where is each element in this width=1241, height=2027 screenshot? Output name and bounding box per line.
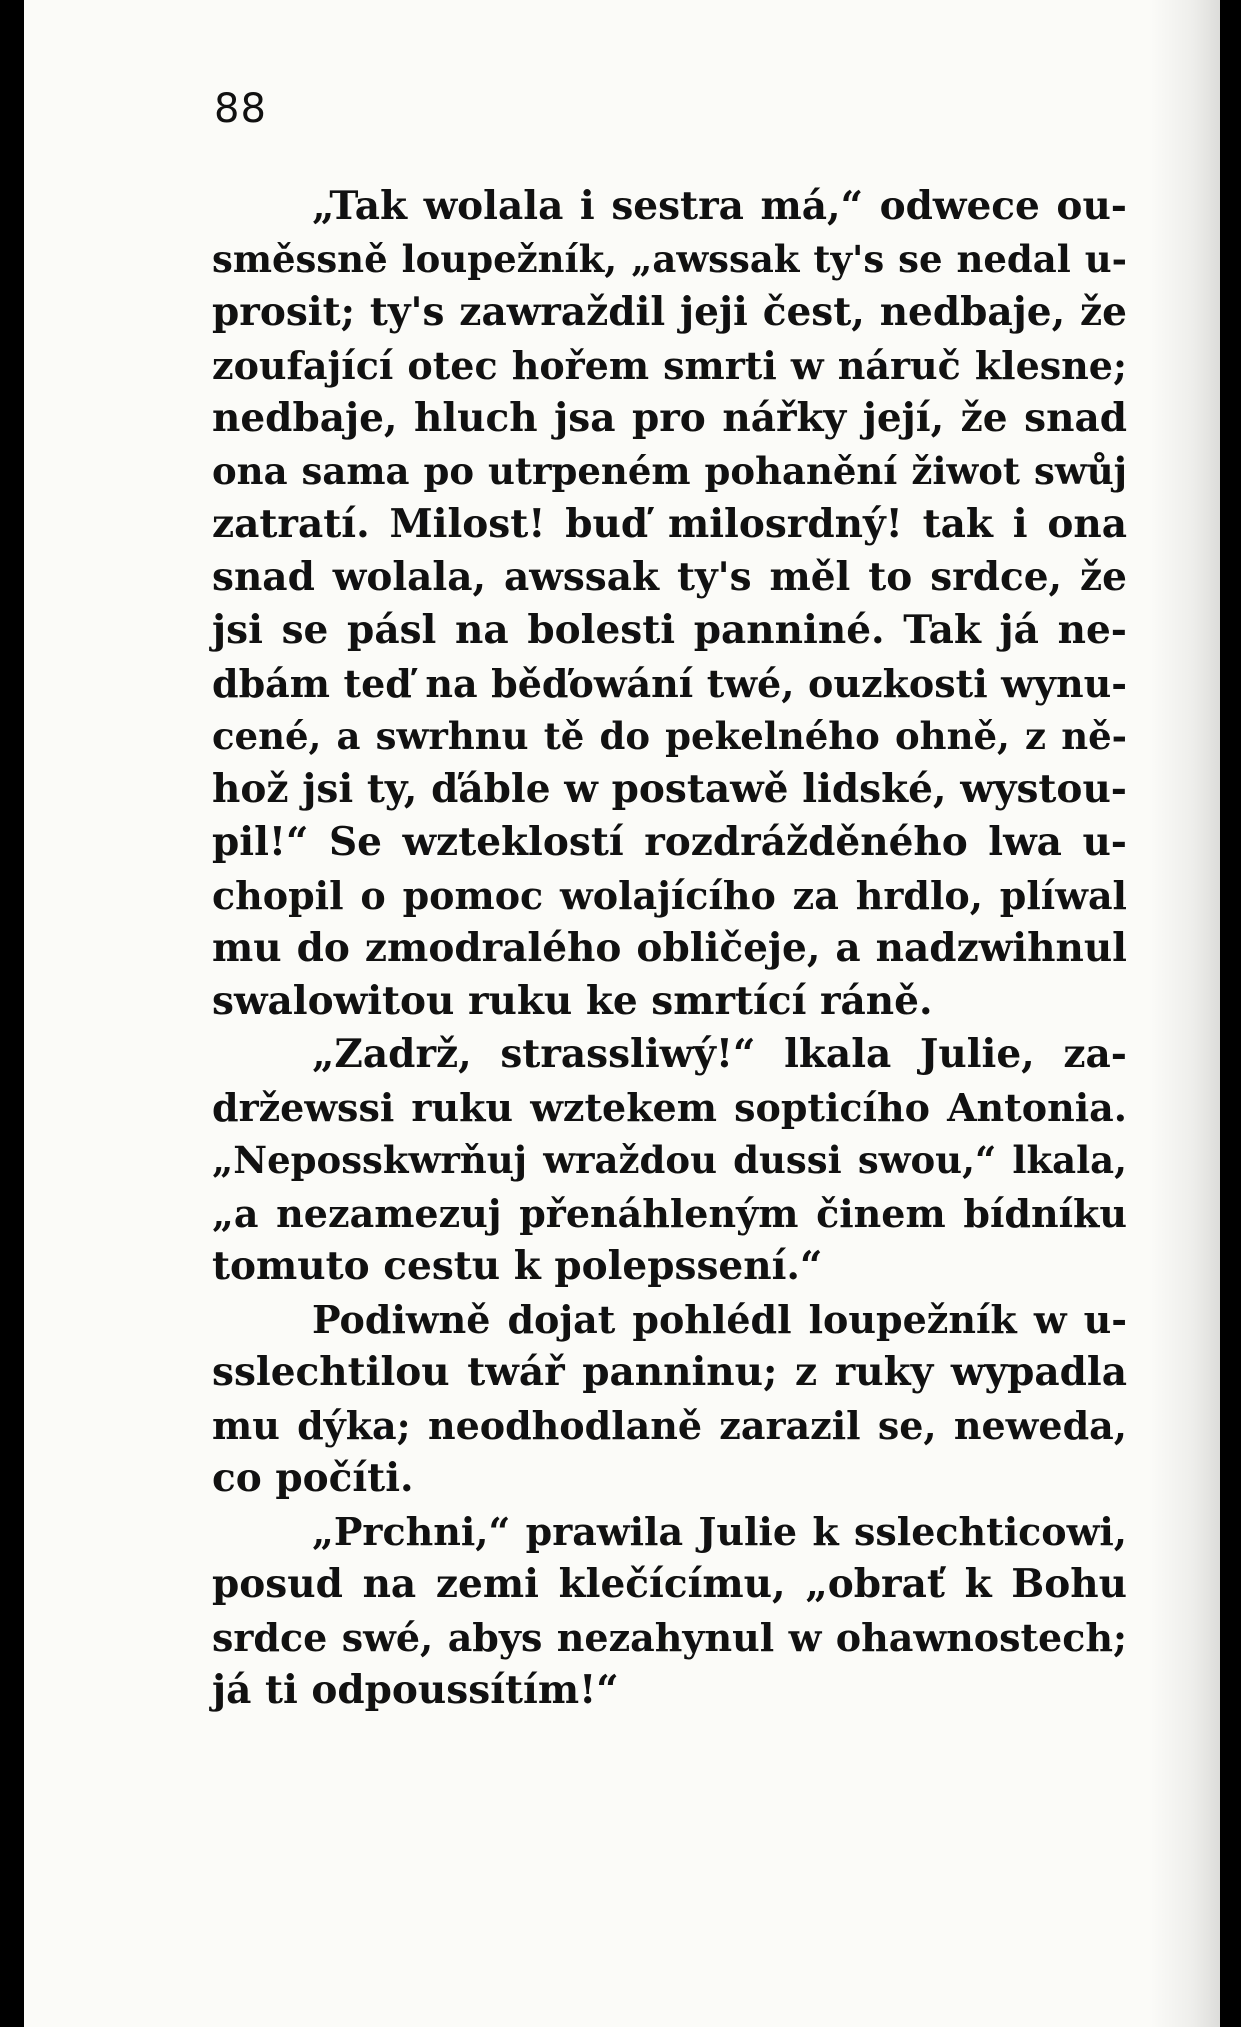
body-text (212, 180, 1127, 1717)
page-edge-shadow (1150, 0, 1220, 2027)
text-line: nedbaje, hluch jsa pro nářky její, že snad (212, 395, 1127, 441)
text-line: zoufající otec hořem smrti w náruč klesne; (212, 343, 1127, 388)
text-line: dbám teď na běďowání twé, ouzkosti wynu- (212, 661, 1127, 706)
text-line: chopil o pomoc wolajícího za hrdlo, plíwal (212, 873, 1127, 918)
text-line: srdce swé, abys nezahynul w ohawnostech; (212, 1615, 1127, 1660)
text-line: Podiwně dojat pohlédl loupežník w u- (312, 1297, 1127, 1342)
text-line: hož jsi ty, ďáble w postawě lidské, wystou- (212, 766, 1127, 812)
text-line: snad wolala, awssak ty's měl to srdce, že (212, 554, 1127, 600)
text-line: „Neposskwrňuj wraždou dussi swou,“ lkala, (212, 1138, 1127, 1182)
text-line: ona sama po utrpeném pohanění žiwot swůj (212, 449, 1127, 493)
text-line: swalowitou ruku ke smrtící ráně. (212, 978, 933, 1024)
text-line: „Zadrž, strassliwý!“ lkala Julie, za- (312, 1031, 1127, 1077)
text-line: posud na zemi klečícímu, „obrať k Bohu (212, 1561, 1127, 1607)
book-page (24, 0, 1220, 2027)
page-number: 88 (214, 86, 267, 132)
text-line: tomuto cestu k polepssení.“ (212, 1243, 823, 1289)
text-line: „a nezamezuj přenáhleným činem bídníku (212, 1191, 1127, 1236)
text-line: držewssi ruku wztekem sopticího Antonia. (212, 1085, 1127, 1130)
text-line: „Tak wolala i sestra má,“ odwece ou- (312, 183, 1127, 229)
text-line: „Prchni,“ prawila Julie k sslechticowi, (312, 1509, 1127, 1554)
text-line: co počíti. (212, 1455, 414, 1501)
text-line: pil!“ Se wzteklostí rozdrážděného lwa u- (212, 819, 1127, 865)
text-line: jsi se pásl na bolesti panniné. Tak já ne- (212, 607, 1127, 653)
text-line: sslechtilou twář panninu; z ruky wypadla (212, 1349, 1127, 1395)
text-line: cené, a swrhnu tě do pekelného ohně, z ně- (212, 714, 1127, 758)
text-line: já ti odpoussítím!“ (212, 1667, 619, 1713)
text-line: prosit; ty's zawraždil jeji čest, nedbaje, že (212, 289, 1127, 335)
text-line: zatratí. Milost! buď milosrdný! tak i ona (212, 501, 1127, 547)
text-line: mu do zmodralého obličeje, a nadzwihnul (212, 925, 1127, 971)
text-line: směssně loupežník, „awssak ty's se nedal u- (212, 237, 1127, 281)
text-line: mu dýka; neodhodlaně zarazil se, neweda, (212, 1403, 1127, 1448)
